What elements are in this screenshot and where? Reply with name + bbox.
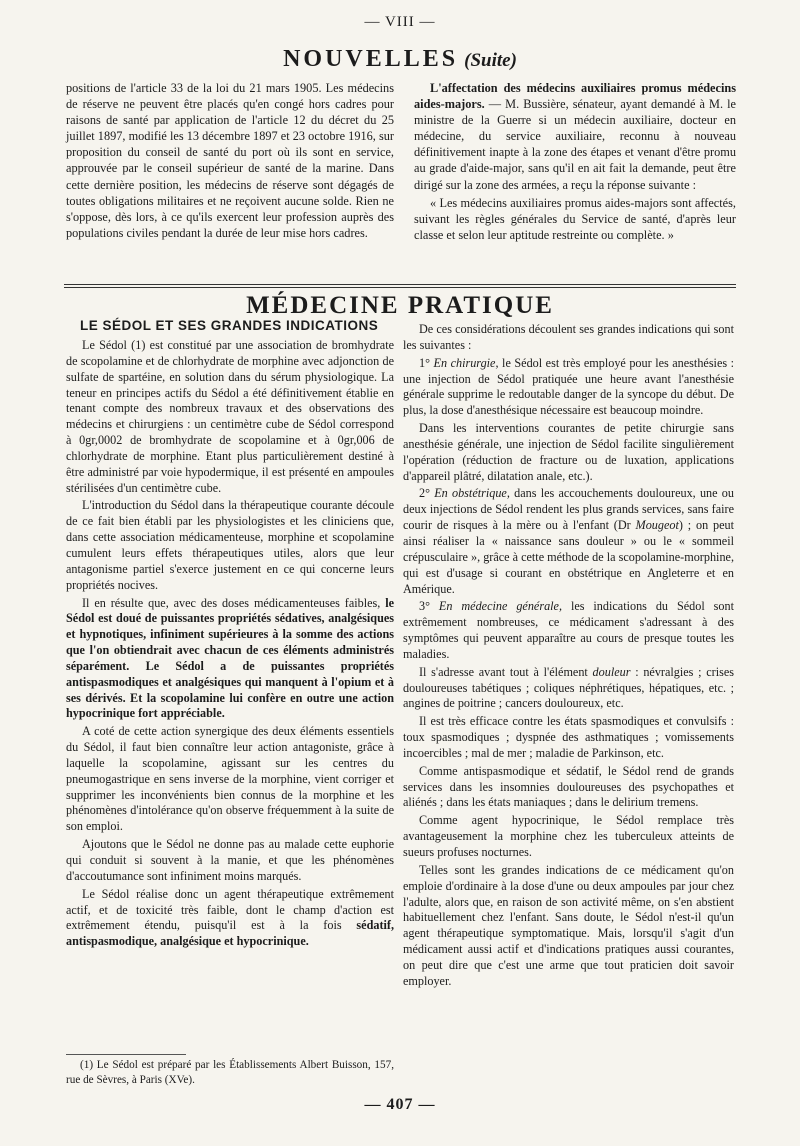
douleur-text: : névralgies ; crises douloureuses tabétiques ; coliques néphrétiques, hépatiques, etc. ; angines de poitrine ; cancers douloureux, etc. bbox=[403, 664, 734, 711]
indication-medecine-generale bbox=[403, 599, 734, 662]
page-number: — 407 — bbox=[364, 1096, 436, 1113]
sedol-p3-bold: le Sédol est doué de puissantes propriétés sédatives, analgésiques et hypnotiques, infiniment supérieures à la somme des actions que l'on obtiendrait avec chacun de ces éléments administrés séparément. Le Sédol a de puissantes propriétés antispasmodiques et analgésiques qui manquent à l'opium et à ses dérivés. Et la scopolamine lui confère en outre une action hypocrinique fort appréciable. bbox=[66, 595, 394, 721]
indication-label: En médecine générale, bbox=[438, 599, 563, 614]
indication-text: le Sédol est très employé pour les anesthésies : une injection de Sédol pratiquée une heure avant l'anesthésie générale supprime le redoutable danger de la syncope du début. De plus, la dose d'anesthésique nécessaire est beaucoup moindre. bbox=[403, 355, 735, 418]
indication-chirurgie bbox=[403, 356, 734, 419]
roman-page-marker: — VIII — bbox=[364, 14, 436, 30]
douleur-paragraph bbox=[403, 665, 734, 713]
indication-number: 1° bbox=[419, 355, 434, 370]
indication-text: ) ; on peut ainsi réaliser la « naissance sans douleur » ou le « sommeil crépusculaire », grâce à cette méthode de la scopolamine-morphine, qui est d'usage si courant en obstétrique en Angleterre et en Amérique. bbox=[403, 518, 734, 596]
sedol-paragraph-1: Le Sédol (1) est constitué par une association de bromhydrate de scopolamine et de chlorhydrate de morphine avec adjonction de sulfate de spartéine, en solution dans du sérum physiologique. La teneur en principes actifs du Sédol a été définitivement établie en tenant compte des nombreux travaux et des observations des médecins et chirurgiens : un centimètre cube de Sédol correspond à 0gr,0002 de bromhydrate de scopolamine et à 0gr,006 de chlorhydrate de morphine. Etant plus particulièrement destiné à être administré par voie hypodermique, il est présenté en ampoules stérilisées d'un centimètre cube. bbox=[66, 338, 394, 495]
section-title-nouvelles bbox=[0, 46, 800, 73]
indications-intro: De ces considérations découlent ses grandes indications qui sont les suivantes : bbox=[403, 322, 734, 352]
sedol-paragraph-5: Ajoutons que le Sédol ne donne pas au malade cette euphorie qui conduit si souvent à la manie, et que les phénomènes d'accoutumance sont infiniment moins marqués. bbox=[66, 837, 394, 883]
section-divider-bottom bbox=[64, 287, 736, 288]
spasm-paragraph: Il est très efficace contre les états spasmodiques et convulsifs : toux spasmodiques ; dyspnée des asthmatiques ; vomissements incoercibles ; mal de mer ; maladie de Parkinson, etc. bbox=[403, 714, 734, 760]
author-name: Mougeot bbox=[635, 518, 679, 533]
sedol-subtitle: LE SÉDOL ET SES GRANDES INDICATIONS bbox=[80, 318, 379, 333]
sedol-paragraph-4: A coté de cette action synergique des deux éléments essentiels du Sédol, il faut bien connaître leur action antagoniste, grâce à laquelle la scopolamine, agissant sur les centres du pneumogastrique en sens inverse de la morphine, vient corriger et supprimer les inconvénients bien connus de la morphine et les phénomènes d'intolérance qu'on observe fréquemment à la suite de son emploi. bbox=[66, 724, 394, 834]
indication-text: les indications du Sédol sont extrêmement nombreuses, ce médicament s'adressant à des symptômes qui peuvent apparaître au cours de presque toutes les maladies. bbox=[403, 599, 734, 661]
medecine-left-column bbox=[66, 338, 394, 950]
indication-number: 3° bbox=[419, 599, 439, 614]
nouvelles-left-column bbox=[66, 80, 394, 241]
sedol-paragraph-3 bbox=[66, 596, 394, 723]
section-title-text: NOUVELLES bbox=[283, 46, 459, 72]
section-title-suite: (Suite) bbox=[464, 50, 517, 71]
nouvelles-right-column bbox=[414, 80, 736, 243]
medecine-right-column bbox=[403, 322, 734, 990]
sedatif-paragraph: Comme antispasmodique et sédatif, le Sédol rend de grands services dans les insomnies douloureuses des psychopathes et aliénés ; dans les états maniaques ; dans le delirium tremens. bbox=[403, 763, 734, 810]
medecine-pratique-title: MÉDECINE PRATIQUE bbox=[246, 292, 554, 319]
affectation-intro: — M. Bussière, sénateur, ayant demandé à M. le ministre de la Guerre si un médecin auxiliaire, docteur en médecine, du service auxiliaire, reconnu à nouveau définitivement inapte à la zone des étapes et venant d'être promu au grade d'aide-major, sans qu'il en ait fait la demande, peut être dirigé sur la zone des armées, a reçu la réponse suivante : bbox=[414, 97, 736, 192]
section-divider-top bbox=[64, 284, 736, 285]
sedol-paragraph-6 bbox=[66, 887, 394, 950]
sedol-p3-start: Il en résulte que, avec des doses médicamenteuses faibles, bbox=[82, 595, 386, 610]
footnote: (1) Le Sédol est préparé par les Établissements Albert Buisson, 157, rue de Sèvres, à Paris (XVe). bbox=[66, 1059, 394, 1086]
indication-obstetrique bbox=[403, 486, 734, 597]
affectation-quote: « Les médecins auxiliaires promus aides-majors sont affectés, suivant les règles générales du Service de santé, d'après leur classe et selon leur aptitude restreinte ou complète. » bbox=[414, 195, 736, 242]
indication-label: En obstétrique, bbox=[434, 486, 510, 501]
douleur-text: Il s'adresse avant tout à l'élément bbox=[419, 664, 593, 679]
footnote-rule bbox=[66, 1054, 186, 1055]
douleur-word: douleur bbox=[592, 664, 631, 679]
indication-number: 2° bbox=[419, 486, 435, 501]
sedol-p6-start: Le Sédol réalise donc un agent thérapeutique extrêmement actif, et de toxicité très faible, dont le champ d'action est extrêmement étendu, puisqu'il est à la fois bbox=[66, 886, 394, 933]
indication-label: En chirurgie, bbox=[433, 355, 499, 370]
conclusion-paragraph: Telles sont les grandes indications de ce médicament qu'on emploie d'ordinaire à la dose d'une ou deux ampoules par jour chez l'adulte, alors que, en raison de son activité même, on s'en abstient habituellement chez l'enfant. Sans doute, le Sédol n'est-il qu'un agent thérapeutique symptomatique. Mais, lorsqu'il s'agit d'un médicament aussi actif et d'indications pratiques aussi courantes, on peut dire que c'est une arme que tout praticien doit savoir employer. bbox=[403, 862, 734, 988]
affectation-title: L'affectation des médecins auxiliaires promus médecins aides-majors. bbox=[414, 81, 736, 112]
nouvelles-left-paragraph: positions de l'article 33 de la loi du 21 mars 1905. Les médecins de réserve ne peuvent être placés qu'en congé hors cadres pour raisons de santé par application de l'article 12 du décret du 25 juillet 1897, modifié les 13 décembre 1897 et 23 octobre 1916, sur proposition du conseil de santé du port où ils sont en service, approuvée par le conseil supérieur de santé de la marine. Dans cette dernière position, les médecins de réserve sont dégagés de toutes obligations militaires et ne reçoivent aucune solde. Rien ne s'oppose, dès lors, à ce qu'ils exercent leur profession auprès des populations civiles pendant la durée de leur mise hors cadres. bbox=[66, 81, 394, 240]
hypocrinique-paragraph: Comme agent hypocrinique, le Sédol remplace très avantageusement la morphine chez les tuberculeux atteints de sueurs profuses nocturnes. bbox=[403, 813, 734, 859]
indication-text: dans les accouchements douloureux, une ou deux injections de Sédol rendent les plus grands services, sans faire courir de risques à la mère ou à l'enfant (Dr bbox=[403, 486, 734, 533]
indication-chirurgie-2: Dans les interventions courantes de petite chirurgie sans anesthésie générale, une injection de Sédol facilite singulièrement l'opération (réduction de fracture ou de luxation, applications d'appareil plâtré, dilatation anale, etc.). bbox=[403, 421, 734, 483]
affectation-paragraph bbox=[414, 80, 736, 193]
sedol-p6-bold: sédatif, antispasmodique, analgésique et hypocrinique. bbox=[66, 918, 394, 949]
sedol-paragraph-2: L'introduction du Sédol dans la thérapeutique courante découle de ce fait bien établi par les physiologistes et les cliniciens que, dans cette association médicamenteuse, morphine et scopolamine cumulent leurs effets thérapeutiques utiles, alors que leur antagonisme partiel s'exerce justement en ce qui concerne leurs propriétés nocives. bbox=[66, 498, 394, 592]
